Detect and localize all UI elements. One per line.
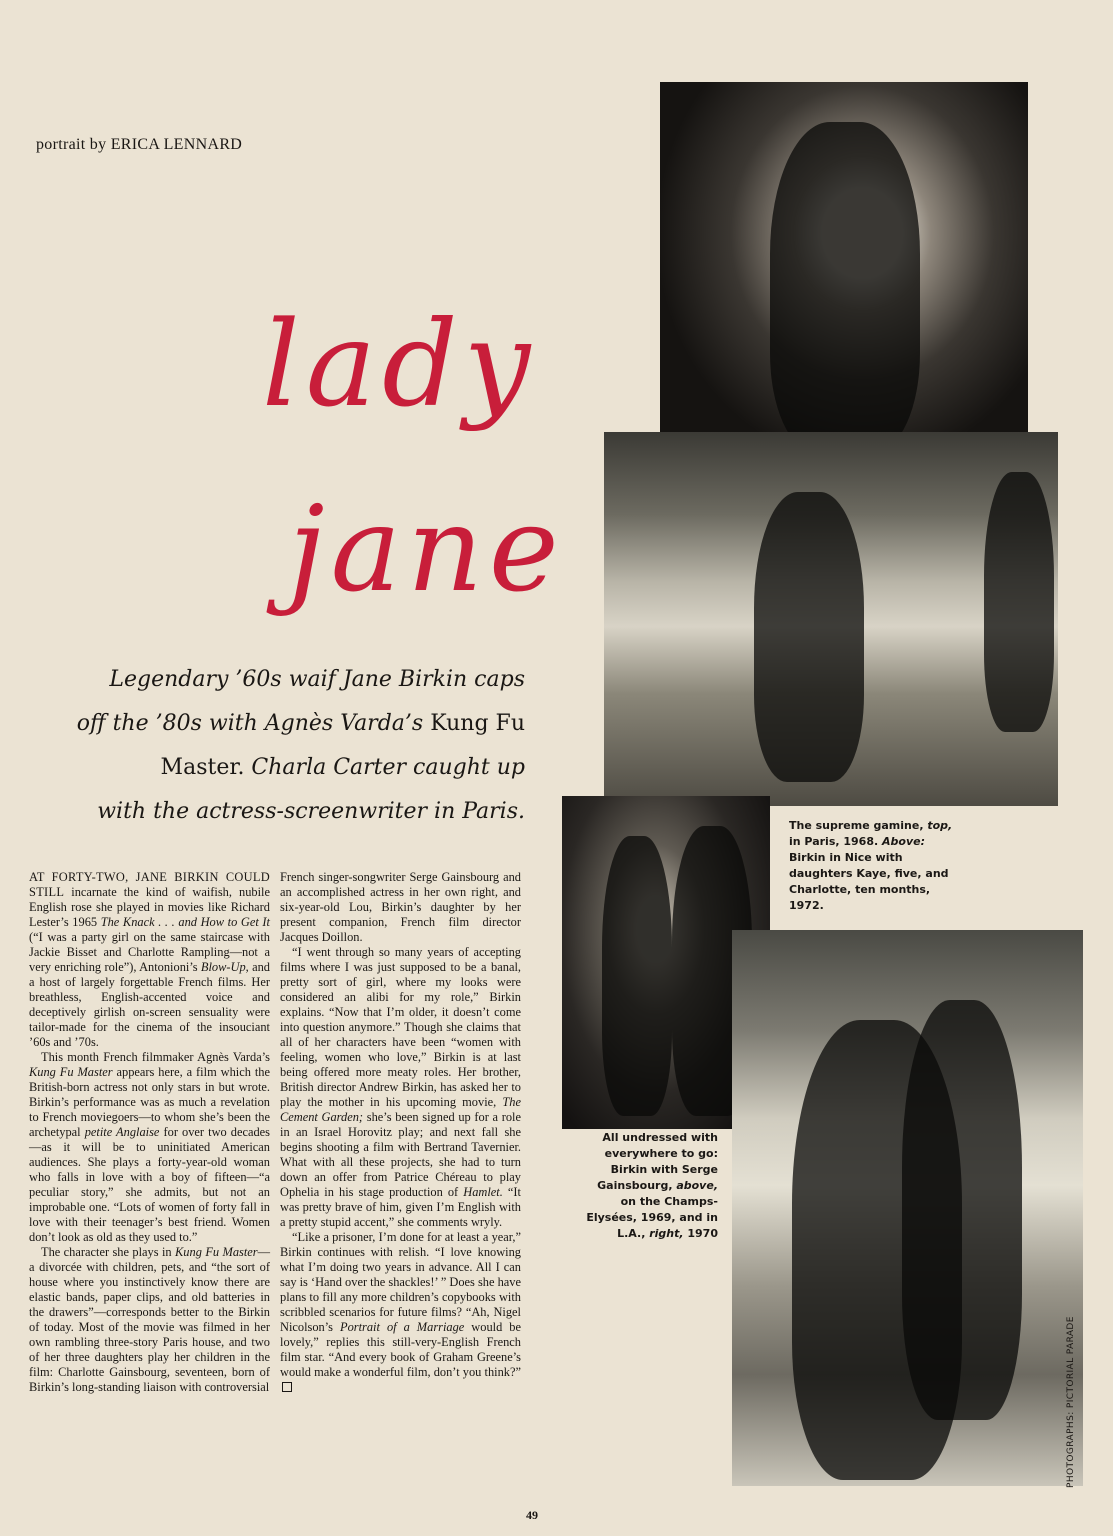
photo-credit-byline: portrait by ERICA LENNARD (36, 136, 243, 153)
text: right, (649, 1227, 684, 1240)
paragraph (29, 870, 270, 1050)
deck-line-3-text: Charla Carter caught up (244, 755, 525, 780)
paragraph: French singer-songwriter Serge Gainsbourg and an accomplished actress in her own right, and six-year-old Lou, Birkin’s daughter by her present companion, French film director Jacques Doillon. (280, 870, 521, 944)
deck-film-title: Kung Fu (430, 711, 525, 736)
deck-line-2-text: off the ’80s with Agnès Varda’s (76, 711, 431, 736)
book-title: Portrait of a Marriage (340, 1320, 465, 1334)
text: and a host of largely forgettable French films. Her breathless, English-accented voice and deceptively girlish on-screen sensuality were tailor-made for the cinema of the insouciant ’60s and ’70s. (29, 960, 270, 1049)
text: The character she plays in (41, 1245, 176, 1259)
caption-top-photos (789, 818, 959, 914)
text: Birkin in Nice with daughters Kaye, five, and Charlotte, ten months, 1972. (789, 851, 949, 912)
end-mark-icon (282, 1382, 292, 1392)
paragraph (280, 945, 521, 1230)
text: would be lovely,” replies this still-very-English French film star. “And every book of Graham Greene’s would make a wonderful film, don’t you think?” (280, 1320, 521, 1379)
deck-line-3 (65, 746, 525, 790)
text: This month French filmmaker Agnès Varda’s (41, 1050, 270, 1064)
text: All undressed with everywhere to go: Birkin with Serge Gainsbourg, (597, 1131, 718, 1192)
text: top, (927, 819, 953, 832)
photo-nice-1972 (604, 432, 1058, 806)
deck-line-2 (65, 702, 525, 746)
figure-silhouette (984, 472, 1054, 732)
film-title: The Cement Garden; (280, 1095, 521, 1124)
text: on the Champs-Elysées, 1969, and in L.A., (586, 1195, 718, 1240)
headline-line-1: lady (262, 295, 537, 433)
text: in Paris, 1968. (789, 835, 882, 848)
paragraph (29, 1050, 270, 1245)
photographs-credit: PHOTOGRAPHS: PICTORIAL PARADE (1066, 1316, 1076, 1488)
text: (“I was a party girl on the same staircase with Jackie Bisset and Charlotte Rampling—not a very enriching role”), Antonioni’s (29, 930, 270, 974)
portrait-photo-1968 (660, 82, 1028, 460)
text: above, (676, 1179, 718, 1192)
text: “It was pretty brave of him, given I’m English with a pretty stupid accent,” she comments wryly. (280, 1185, 521, 1229)
caption-bottom-photos (578, 1130, 718, 1242)
figure-silhouette (770, 122, 920, 452)
film-title: Kung Fu Master (175, 1245, 258, 1259)
film-title: Blow-Up, (200, 960, 249, 974)
page-number: 49 (526, 1508, 538, 1522)
figure-silhouette (754, 492, 864, 782)
text: “I went through so many years of accepting films where I was just supposed to be a banal, pretty sort of girl, where my looks were considered an alibi for my role,” Birkin explains. “Now that I’m older, it doesn’t come into question anymore.” Though she claims that all of her characters have been “women with feeling, women who love,” Birkin is at last being offered more meaty roles. Her brother, British director Andrew Birkin, has asked her to play the mother in his upcoming movie, (280, 945, 521, 1109)
play-title: Hamlet. (463, 1185, 503, 1199)
film-title: Kung Fu Master (29, 1065, 113, 1079)
figure-silhouette (902, 1000, 1022, 1420)
text: incarnate the kind of waifish, nubile English rose she played in movies like Richard Lester’s 1965 (29, 885, 270, 929)
text: she’s been signed up for a role in an Israel Horovitz play; and next fall she begins shooting a film with Bertrand Tavernier. What with all these projects, she had to turn down an offer from Patrice Chéreau to play Ophelia in his stage production of (280, 1110, 521, 1199)
paragraph (280, 1230, 521, 1395)
deck (65, 658, 525, 834)
body-column-1 (29, 870, 270, 1395)
deck-line-1: Legendary ’60s waif Jane Birkin caps (109, 667, 525, 692)
deck-line-4: with the actress-screenwriter in Paris. (97, 799, 525, 824)
text: for over two decades—as it will be to uninitiated American audiences. She plays a forty-year-old woman who falls in love with a boy of fifteen—“a peculiar story,” she admits, but not an improbable one. “Lots of women of forty fall in love with their teenager’s best friend. Women don’t look as old as they used to.” (29, 1125, 271, 1244)
deck-film-title-cont: Master. (160, 755, 245, 780)
italic-phrase: petite Anglaise (84, 1125, 160, 1139)
figure-silhouette (602, 836, 672, 1116)
text: “Like a prisoner, I’m done for at least a year,” Birkin continues with relish. “I love knowing what I’m doing two years in advance. All I can say is ‘Hand over the shackles!’ ” Does she have plans to fill any more children’s copybooks with scribbled scenarios for future films? “Ah, Nigel Nicolson’s (280, 1230, 521, 1334)
film-title: The Knack . . . and How to Get It (100, 915, 270, 929)
headline-line-2: jane (288, 480, 565, 618)
body-column-2 (280, 870, 521, 1395)
text: appears here, a film which the British-born actress not only stars in but wrote. Birkin’s performance was as much a revelation to French moviegoers—to whom she’s been the archetypal (29, 1065, 270, 1139)
text: The supreme gamine, (789, 819, 928, 832)
paragraph (29, 1245, 270, 1395)
photo-los-angeles-1970 (732, 930, 1083, 1486)
text: 1970 (683, 1227, 718, 1240)
text: Above: (882, 835, 925, 848)
text: —a divorcée with children, pets, and “the sort of house where you instinctively know there are elastic bands, paper clips, and old batteries in the drawers”—corresponds better to the Birkin of today. Most of the movie was filmed in her own rambling three-story Paris house, and two of her three daughters play her children in the film: Charlotte Gainsbourg, seventeen, born of Birkin’s long-standing liaison with controversial (29, 1245, 270, 1394)
lead-in: AT FORTY-TWO, JANE BIRKIN COULD STILL (29, 870, 270, 899)
